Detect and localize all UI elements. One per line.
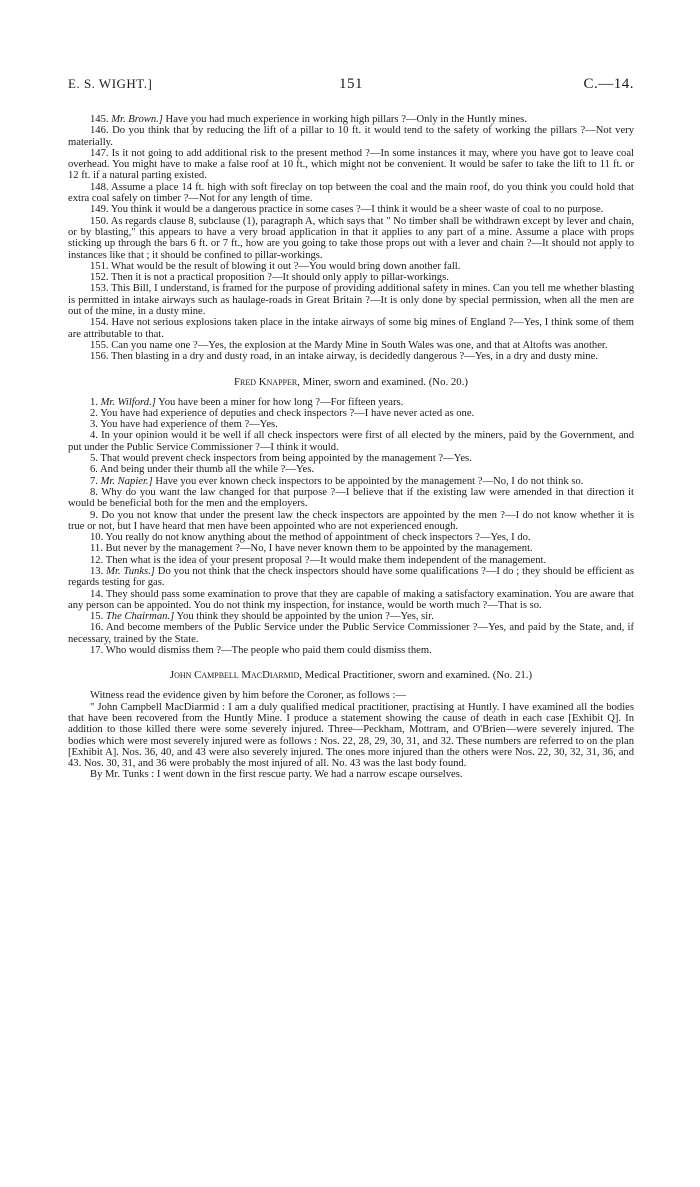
- witness-role: , Miner, sworn and examined. (No. 20.): [297, 375, 468, 388]
- question-number: 151.: [90, 260, 109, 272]
- paragraph: [68, 611, 634, 622]
- paragraph: [68, 317, 634, 340]
- question-number: 156.: [90, 351, 109, 363]
- witness-heading-macdiarmid: [68, 669, 634, 681]
- paragraph-text: Do you think that by reducing the lift of a pillar to 10 ft. it would tend to the safety of working the pillars ?—Not very materially.: [68, 125, 634, 148]
- paragraph: [68, 430, 634, 453]
- paragraph: [68, 476, 634, 487]
- question-number: 11.: [90, 543, 103, 555]
- paragraph: [68, 702, 634, 770]
- paragraph-text: But never by the management ?—No, I have never known them to be appointed by the management.: [105, 543, 533, 555]
- paragraph-text: You have been a miner for how long ?—For fifteen years.: [155, 396, 404, 408]
- question-number: 10.: [90, 532, 104, 544]
- paragraph: [68, 204, 634, 215]
- paragraph: [68, 351, 634, 362]
- paragraph: [68, 555, 634, 566]
- witness-role: , Medical Practitioner, sworn and examined. (No. 21.): [299, 669, 533, 682]
- question-number: 15.: [90, 611, 104, 623]
- paragraph-text: Have you ever known check inspectors to be appointed by the management ?—No, I do not think so.: [152, 475, 584, 487]
- paragraph-text: And become members of the Public Service under the Public Service Commissioner ?—Yes, and paid by the State, and, if necessary, trained by the State.: [68, 622, 634, 645]
- paragraph: [68, 340, 634, 351]
- paragraph-text: Who would dismiss them ?—The people who paid them could dismiss them.: [105, 645, 432, 657]
- paragraph-text: Have you had much experience in working high pillars ?—Only in the Huntly mines.: [162, 114, 527, 125]
- header-witness: E. S. WIGHT.]: [68, 76, 153, 91]
- question-number: 147.: [90, 147, 109, 159]
- paragraph: [68, 272, 634, 283]
- paragraph-text: Then what is the idea of your present proposal ?—It would make them independent of the management.: [105, 554, 547, 566]
- paragraph-text: Do you not think that the check inspectors should have some qualifications ?—I do ; they should be efficient as regards testing for gas.: [68, 565, 634, 589]
- witness-name: John Campbell MacDiarmid: [169, 669, 300, 682]
- paragraph: [68, 532, 634, 543]
- question-number: 8.: [90, 486, 98, 498]
- paragraph: [68, 397, 634, 408]
- paragraph-text: Do you not know that under the present law the check inspectors are appointed by the men ?—I do not know whether it is true or not, but I have heard that men have been appointed who are not experienced enough.: [68, 509, 635, 532]
- question-number: 5.: [90, 453, 98, 465]
- paragraph-text: Is it not going to add additional risk to the present method ?—In some instances it may, where you have got to leave coal overhead. You might have to make a false roof at 10 ft., which might not be convenient. It would be safer to take the lift to 11 ft. or 12 ft. if a natural parting existed.: [68, 147, 634, 182]
- paragraph: [68, 114, 634, 125]
- paragraph-text: You have had experience of them ?—Yes.: [100, 419, 278, 431]
- paragraph-text: Then it is not a practical proposition ?—It should only apply to pillar-workings.: [111, 272, 449, 284]
- speaker: The Chairman.]: [105, 611, 175, 623]
- page-number: 151: [339, 76, 363, 92]
- paragraph: [68, 769, 634, 780]
- paragraph: [68, 589, 634, 612]
- paragraph-text: You really do not know anything about the method of appointment of check inspectors ?—Yes, I do.: [105, 532, 531, 544]
- question-number: 1.: [90, 396, 98, 408]
- question-number: 150.: [90, 215, 109, 227]
- paragraph: [68, 148, 634, 182]
- paragraph: [68, 408, 634, 419]
- question-number: 146.: [90, 125, 109, 137]
- paragraph: [68, 216, 634, 261]
- speaker: Mr. Brown.]: [111, 114, 163, 125]
- question-number: 2.: [90, 407, 98, 419]
- paragraph: [68, 566, 634, 589]
- paragraph: [68, 182, 634, 205]
- paragraph-text: You think it would be a dangerous practice in some cases ?—I think it would be a sheer waste of coal to no purpose.: [110, 204, 604, 216]
- witness-name: Fred Knapper: [234, 375, 298, 388]
- question-number: 16.: [90, 622, 104, 634]
- paragraph: [68, 487, 634, 510]
- question-number: 3.: [90, 419, 98, 431]
- question-number: 149.: [90, 204, 109, 216]
- paragraph-text: And being under their thumb all the while ?—Yes.: [100, 464, 315, 476]
- paragraph-text: In your opinion would it be well if all check inspectors were first of all elected by the miners, paid by the Government, and put under the Public Service Commissioner ?—I think it would.: [68, 430, 634, 453]
- paragraph-text: By Mr. Tunks : I went down in the first rescue party. We had a narrow escape ourselves.: [90, 769, 463, 781]
- question-number: 9.: [90, 509, 98, 521]
- document-reference: C.—14.: [583, 76, 634, 92]
- paragraph: [68, 283, 634, 317]
- document-page: [68, 76, 634, 781]
- macdiarmid-evidence: [68, 690, 634, 780]
- question-number: 12.: [90, 554, 104, 566]
- page-header: [68, 76, 634, 94]
- paragraph-text: Assume a place 14 ft. high with soft fireclay on top between the coal and the main roof, do you think you could hold that extra coal safely on timber ?—Not for any length of time.: [68, 181, 634, 205]
- paragraph: [68, 690, 634, 701]
- paragraph-text: Then blasting in a dry and dusty road, in an intake airway, is decidedly dangerous ?—Yes, in a dry and dusty mine.: [111, 351, 598, 363]
- question-number: 153.: [90, 283, 109, 295]
- question-number: 152.: [90, 272, 109, 284]
- paragraph: [68, 125, 634, 148]
- question-number: 14.: [90, 588, 104, 600]
- question-number: 13.: [90, 565, 104, 577]
- paragraph: [68, 419, 634, 430]
- paragraph-text: You have had experience of deputies and check inspectors ?—I have never acted as one.: [100, 407, 475, 419]
- paragraph-text: What would be the result of blowing it out ?—You would bring down another fall.: [111, 260, 461, 272]
- paragraph: [68, 645, 634, 656]
- paragraph-text: You think they should be appointed by the union ?—Yes, sir.: [174, 611, 434, 623]
- paragraph-text: Why do you want the law changed for that purpose ?—I believe that if the existing law were amended in that direction it would be beneficial both for the men and the employers.: [68, 486, 634, 510]
- question-number: 7.: [90, 475, 98, 487]
- paragraph-text: Have not serious explosions taken place in the intake airways of some big mines of England ?—Yes, I think some of them are attributable to that.: [68, 317, 634, 340]
- question-number: 154.: [90, 317, 109, 329]
- paragraph: [68, 453, 634, 464]
- knapper-questions: [68, 397, 634, 657]
- question-number: 17.: [90, 645, 104, 657]
- speaker: Mr. Napier.]: [100, 475, 153, 487]
- witness-heading-knapper: [68, 376, 634, 388]
- question-number: 145.: [90, 114, 109, 125]
- paragraph-text: " John Campbell MacDiarmid : I am a duly qualified medical practitioner, practising at Huntly. I have examined all the bodies that have been recovered from the Huntly Mine. I produce a statement showing the cause of death in each case [Exhibit Q]. In addition to those killed there were some severely injured. Three—Peckham, Mottram, and O'Brien—were severely injured. The bodies which were most severely injured were as follows : Nos. 22, 28, 29, 30, 31, and 32. These numbers are referred to on the plan [Exhibit A]. Nos. 36, 40, and 43 were also severely injured. The ones more injured than the others were Nos. 22, 30, 32, 31, 36, and 43. Nos. 30, 31, and 36 were probably the most injured of all. No. 43 was the last body found.: [68, 701, 634, 770]
- question-number: 155.: [90, 339, 109, 351]
- question-number: 148.: [90, 181, 109, 193]
- speaker: Mr. Wilford.]: [100, 396, 156, 408]
- paragraph-text: They should pass some examination to prove that they are capable of making a satisfactory examination. You are aware that any person can be appointed. You do not think my inspection, for instance, would be worth much ?—That is so.: [68, 588, 634, 611]
- paragraph: [68, 261, 634, 272]
- paragraph-text: As regards clause 8, subclause (1), paragraph A, which says that " No timber shall be withdrawn except by lever and chain, or by blasting," this appears to have a very broad application in that it applies to any part of a mine. Assume a place with props sticking up through the bars 6 ft. or 7 ft., how are you going to take those props out with a lever and chain ?—It should not apply to instances like that ; it should be confined to pillar-workings.: [68, 215, 634, 261]
- paragraph-text: This Bill, I understand, is framed for the purpose of providing additional safety in mines. Can you tell me whether blasting is permitted in intake airways such as haulage-roads in Great Britain ?—It is only done by special permission, when all the men are out of the mine, in a dusty mine.: [68, 283, 634, 318]
- question-number: 6.: [90, 464, 98, 476]
- paragraph: [68, 464, 634, 475]
- question-number: 4.: [90, 430, 98, 442]
- paragraph: [68, 543, 634, 554]
- paragraph: [68, 622, 634, 645]
- paragraph-text: Can you name one ?—Yes, the explosion at the Mardy Mine in South Wales was one, and that at Altofts was another.: [111, 339, 608, 351]
- brown-questions: [68, 114, 634, 363]
- paragraph-text: That would prevent check inspectors from being appointed by the management ?—Yes.: [100, 453, 472, 465]
- paragraph-text: Witness read the evidence given by him before the Coroner, as follows :—: [90, 690, 406, 702]
- paragraph: [68, 510, 634, 533]
- speaker: Mr. Tunks.]: [106, 565, 155, 577]
